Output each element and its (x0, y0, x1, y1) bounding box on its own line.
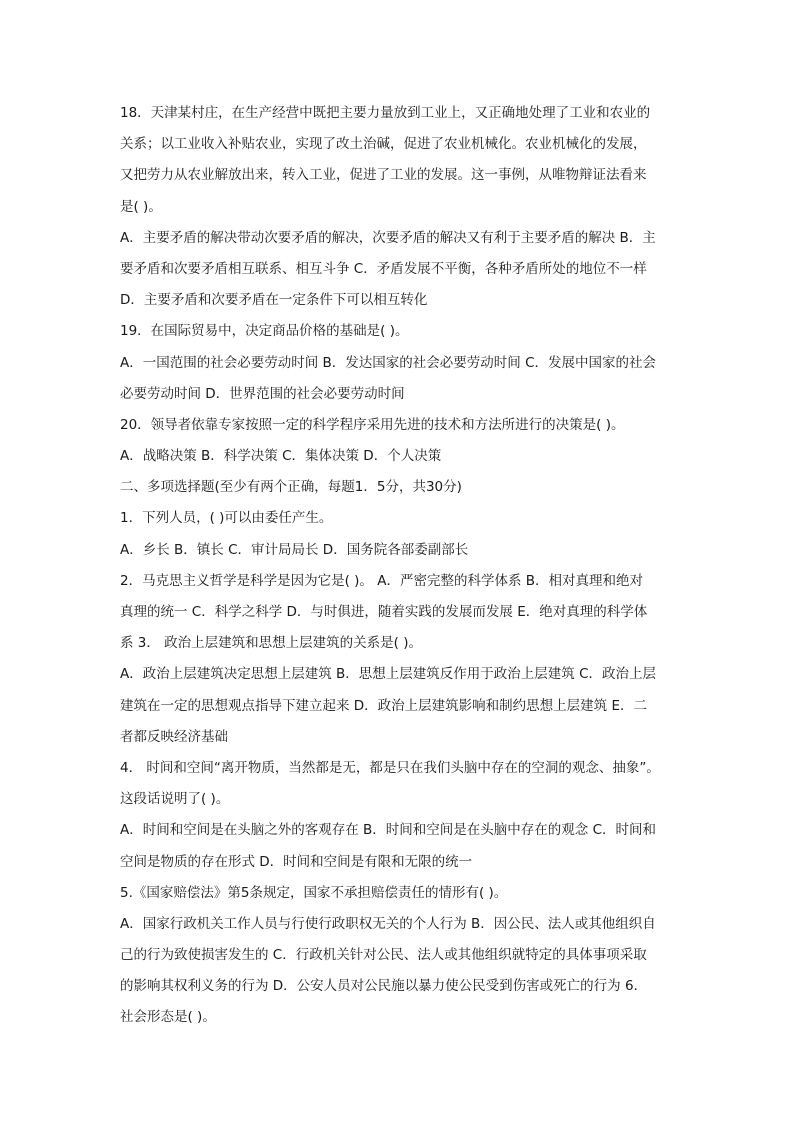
section-heading: 二、多项选择题(至少有两个正确，每题1．5分，共30分) (120, 479, 462, 496)
text-line: 社会形态是( )。 (120, 1009, 216, 1026)
text-line: 是( )。 (120, 198, 162, 215)
text-line: 真理的统一 C．科学之科学 D．与时俱进，随着实践的发展而发展 E．绝对真理的科学体 (120, 604, 648, 620)
text-line: A．政治上层建筑决定思想上层建筑 B．思想上层建筑反作用于政治上层建筑 C．政治上层 (120, 666, 657, 683)
text-line: 建筑在一定的思想观点指导下建立起来 D．政治上层建筑影响和制约思想上层建筑 E．二 (120, 697, 648, 714)
text-line: 1．下列人员，( )可以由委任产生。 (120, 510, 333, 527)
text-line: 这段话说明了( )。 (120, 791, 230, 808)
text-line: 2．马克思主义哲学是科学是因为它是( )。 A．严密完整的科学体系 B．相对真理和绝对 (120, 572, 643, 589)
text-line: 必要劳动时间 D．世界范围的社会必要劳动时间 (120, 385, 405, 402)
text-line: 20．领导者依靠专家按照一定的科学程序采用先进的技术和方法所进行的决策是( )。 (120, 416, 625, 433)
document-body (120, 98, 680, 1034)
text-line: A．时间和空间是在头脑之外的客观存在 B．时间和空间是在头脑中存在的观念 C．时间和 (120, 822, 657, 839)
text-line: 空间是物质的存在形式 D．时间和空间是有限和无限的统一 (120, 853, 473, 870)
text-line: 要矛盾和次要矛盾相互联系、相互斗争 C．矛盾发展不平衡，各种矛盾所处的地位不一样 (120, 260, 647, 277)
text-line: 5.《国家赔偿法》第5条规定，国家不承担赔偿责任的情形有( )。 (120, 884, 508, 901)
text-line: 己的行为致使损害发生的 C．行政机关针对公民、法人或其他组织就特定的具体事项采取 (120, 947, 647, 964)
text-line: 19．在国际贸易中，决定商品价格的基础是( )。 (120, 323, 409, 340)
text-line: 的影响其权利义务的行为 D．公安人员对公民施以暴力使公民受到伤害或死亡的行为 6． (120, 978, 648, 995)
text-line: 系 3． 政治上层建筑和思想上层建筑的关系是( )。 (120, 635, 422, 652)
text-line: 者都反映经济基础 (120, 728, 228, 745)
text-line: A．主要矛盾的解决带动次要矛盾的解决，次要矛盾的解决又有利于主要矛盾的解决 B．主 (120, 229, 656, 246)
text-line: 关系；以工业收入补贴农业，实现了改土治碱，促进了农业机械化。农业机械化的发展， (120, 136, 647, 153)
text-line: 4． 时间和空间“离开物质，当然都是无，都是只在我们头脑中存在的空洞的观念、抽象”。 (120, 759, 660, 776)
text-line: A．一国范围的社会必要劳动时间 B．发达国家的社会必要劳动时间 C．发展中国家的社会 (120, 354, 657, 371)
text-line: 18．天津某村庄，在生产经营中既把主要力量放到工业上，又正确地处理了工业和农业的 (120, 105, 651, 121)
text-line: A．国家行政机关工作人员与行使行政职权无关的个人行为 B．因公民、法人或其他组织自 (120, 915, 656, 932)
text-line: 又把劳力从农业解放出来，转入工业，促进了工业的发展。这一事例，从唯物辩证法看来 (120, 167, 647, 184)
text-line: D．主要矛盾和次要矛盾在一定条件下可以相互转化 (120, 292, 428, 309)
text-line: A．乡长 B．镇长 C．审计局局长 D．国务院各部委副部长 (120, 541, 469, 558)
text-line: A．战略决策 B．科学决策 C．集体决策 D．个人决策 (120, 448, 442, 465)
